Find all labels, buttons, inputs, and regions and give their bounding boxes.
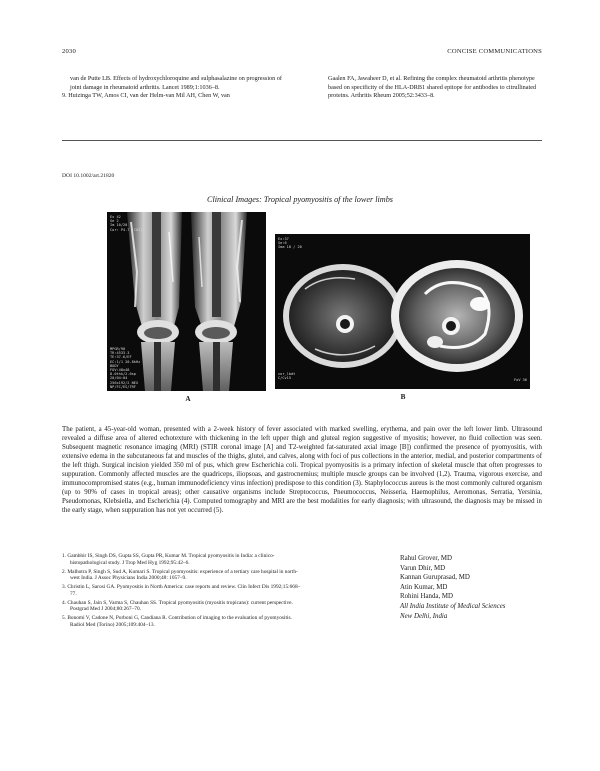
author-block: [400, 554, 550, 621]
reference-item: 3. Christin L, Sarosi GA. Pyomyositis in North America: case reports and review. Clin Infect Dis 1992;15:668–77.: [62, 584, 301, 597]
affiliation-line: All India Institute of Medical Sciences: [400, 602, 506, 610]
author-name: Kannan Guruprasad, MD: [400, 574, 470, 582]
previous-ref-text: 9. Huizinga TW, Amos CI, van der Helm-van Mil AH, Chen W, van: [62, 92, 230, 100]
previous-ref-text: van de Putte LB. Effects of hydroxychloroquine and sulphasalazine on progression of joint damage in rheumatoid arthritis. Lancet 1989;1:1036–8.: [70, 75, 282, 91]
author-name: Atin Kumar, MD: [400, 583, 448, 591]
figure-label-a: A: [185, 395, 191, 403]
section-divider: [62, 140, 542, 141]
case-description: [62, 425, 542, 515]
previous-refs-right: [320, 75, 542, 101]
reference-item: 5. Bonomi V, Cadone N, Porboni G, Candiana R. Contribution of imaging to the evaluation of pyomyositis. Radiol Med (Torino) 2005;109:404–13.: [62, 615, 292, 628]
author-name: Rahul Grover, MD: [400, 555, 452, 562]
mri-overlay-text: cor_lbdt C/Cv15: [278, 372, 296, 381]
author-name: Rohini Handa, MD: [400, 593, 454, 601]
figure-label-b: B: [400, 393, 406, 401]
previous-refs-left: [62, 75, 284, 101]
mri-axial-graphic: [275, 234, 530, 389]
mri-overlay-text: Ex 42 Se 2 Im 10/20 Cor: P4.7 (COI): [110, 215, 143, 232]
doi: DOI 10.1002/art.21820: [62, 173, 115, 179]
reference-item: 2. Malhotra P, Singh S, Sud A, Kumari S. Tropical pyomyositis: experience of a tertiary care hospital in north-west India. J Assoc Physicians India 2000;48: 1057–9.: [62, 568, 298, 582]
article-title: Clinical Images: Tropical pyomyositis of the lower limbs: [207, 195, 393, 204]
reference-item: 4. Chauhan S, Jain S, Varma S, Chauhan SS. Tropical pyomyositis (myositis tropicans): current perspective. Postgrad Med J 2004;80:267–70.: [62, 599, 293, 613]
page-number: 2030: [62, 48, 76, 55]
mri-axial-image-b: [275, 234, 530, 389]
mri-coronal-image-a: [107, 212, 266, 391]
mri-overlay-text: MPGR/90 TR:4533.3 TE:37.6/EF EC:1/1 20.8kHz BODY FOV:48x48 8.0thk/2.0sp 20/04:04 256x192/2 NEX NP/FC/ES/TRF: [110, 347, 141, 389]
references-list: [62, 553, 302, 631]
reference-item: 1. Gambhir IS, Singh DS, Gupta SS, Gupta PR, Kumar M. Tropical pyomyositis in India: a clinico-histopathological study. J Trop Med Hyg 1992;95:42–6.: [62, 553, 275, 566]
previous-ref-text: Gaalen FA, Jawaheer D, et al. Refining the complex rheumatoid arthritis phenotype based on specificity of the HLA-DRB1 shared epitope for antibodies to citrullinated proteins. Arthritis Rheum 2005;52:3433–8.: [328, 75, 537, 100]
mri-overlay-text: FoV 36: [514, 378, 527, 382]
affiliation-line: New Delhi, India: [400, 612, 448, 620]
running-head: CONCISE COMMUNICATIONS: [447, 48, 542, 55]
mri-overlay-text: Ex:37 Se:6 Ima 18 / 20: [278, 237, 302, 250]
case-description-text: The patient, a 45-year-old woman, presented with a 2-week history of fever associated with marked swelling, erythema, and pain over the left lower limb. Ultrasound revealed a diffuse area of altered echotexture with thickening in the left upper thigh and gluteal region suggestive of myositis; however, no fluid collection was seen. Subsequent magnetic resonance imaging (MRI) (STIR coronal image [A] and T2-weighted fat-saturated axial image [B]) confirmed the presence of pyomyositis, with extensive edema in the subcutaneous fat and muscles of the thighs, glutei, and calves, along with foci of pus collections in the anterior, medial, and posterior compartments of the left thigh. Surgical incision yielded 350 ml of pus, which grew Escherichia coli. Tropical pyomyositis is a primary infection of skeletal muscle that often progresses to suppuration. Commonly affected muscles are the quadriceps, iliopsoas, and gastrocnemius; multiple muscle groups can be involved (1,2). Trauma, vigorous exercise, and immunocompromised states (e.g., human immunodeficiency virus infection) predispose to this condition (3). Staphylococcus aureus is the most commonly cultured organism (up to 90% of cases in tropical areas); other causative organisms include Streptococcus, Pneumococcus, Neisseria, Haemophilus, Aeromonas, Serratia, Yersinia, Pseudomonas, Klebsiella, and Escherichia (4). Computed tomography and MRI are the best modalities for early diagnosis; with ultrasound, the diagnosis may be missed in the early stage, when suppuration has not yet occurred (5).: [62, 426, 542, 515]
author-name: Varun Dhir, MD: [400, 564, 446, 572]
